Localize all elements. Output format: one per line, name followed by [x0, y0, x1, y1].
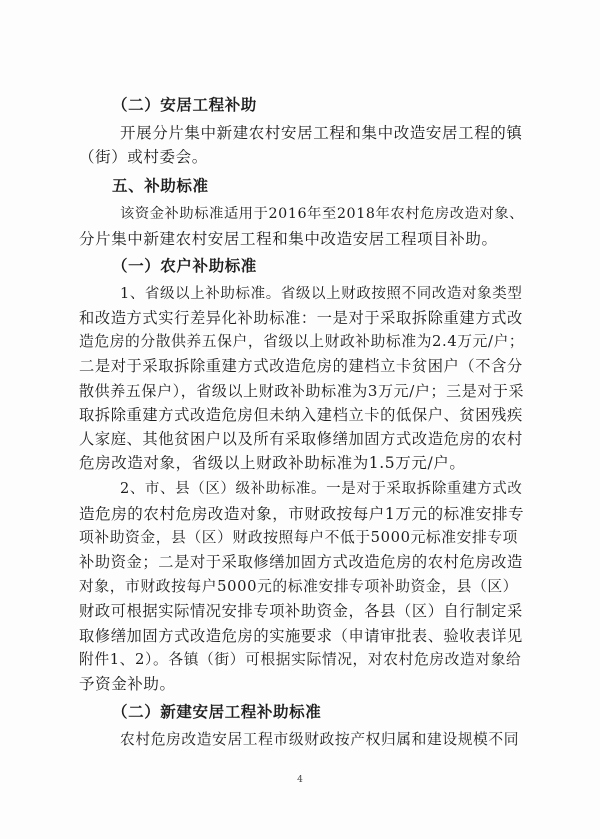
paragraph-line: 2、市、县（区）级补助标准。一是对于采取拆除重建方式改 [120, 481, 523, 497]
paragraph-line: 造危房的农村危房改造对象，市财政按每户1万元的标准安排专 [79, 505, 525, 523]
paragraph-line: 对象，市财政按每户5000元的标准安排专项补助资金，县（区） [79, 578, 519, 595]
paragraph-line: 取修缮加固方式改造危房的实施要求（申请审批表、验收表详见 [79, 627, 523, 645]
paragraph-line: 危房改造对象，省级以上财政补助标准为1.5万元/户。 [79, 454, 466, 472]
paragraph-line: 补助资金；二是对于采取修缮加固方式改造危房的农村危房改造 [79, 553, 523, 571]
paragraph-line: （街）或村委会。 [79, 148, 208, 166]
paragraph-line: 项补助资金，县（区）财政按照每户不低于5000元标准安排专项 [79, 529, 519, 546]
page-number: 4 [297, 775, 303, 785]
paragraph-line: 开展分片集中新建农村安居工程和集中改造安居工程的镇 [120, 124, 523, 142]
paragraph-line: 和改造方式实行差异化补助标准：一是对于采取拆除重建方式改 [79, 309, 523, 327]
paragraph-line: 散供养五保户），省级以上财政补助标准为3万元/户；三是对于采 [79, 382, 525, 400]
paragraph-line: 财政可根据实际情况安排专项补助资金，各县（区）自行制定采 [79, 602, 523, 620]
paragraph-line: 该资金补助标准适用于2016年至2018年农村危房改造对象、 [120, 206, 525, 222]
paragraph-line: 二是对于采取拆除重建方式改造危房的建档立卡贫困户（不含分 [79, 357, 523, 375]
paragraph-line: 农村危房改造安居工程市级财政按产权归属和建设规模不同 [120, 731, 520, 748]
paragraph-line: 附件1、2）。各镇（街）可根据实际情况，对农村危房改造对象给 [79, 651, 522, 668]
section-heading: （二）新建安居工程补助标准 [112, 702, 322, 721]
paragraph-line: 取拆除重建方式改造危房但未纳入建档立卡的低保户、贫困残疾 [79, 406, 523, 424]
paragraph-line: 造危房的分散供养五保户，省级以上财政补助标准为2.4万元/户； [79, 333, 525, 350]
paragraph-line: 人家庭、其他贫困户以及所有采取修缮加固方式改造危房的农村 [79, 430, 523, 448]
section-heading: （一）农户补助标准 [112, 256, 257, 275]
paragraph-line: 分片集中新建农村安居工程和集中改造安居工程项目补助。 [79, 230, 498, 248]
paragraph-line: 1、省级以上补助标准。省级以上财政按照不同改造对象类型 [120, 286, 523, 302]
section-heading: （二）安居工程补助 [112, 95, 257, 114]
section-heading: 五、补助标准 [112, 176, 209, 195]
paragraph-line: 予资金补助。 [79, 675, 176, 693]
